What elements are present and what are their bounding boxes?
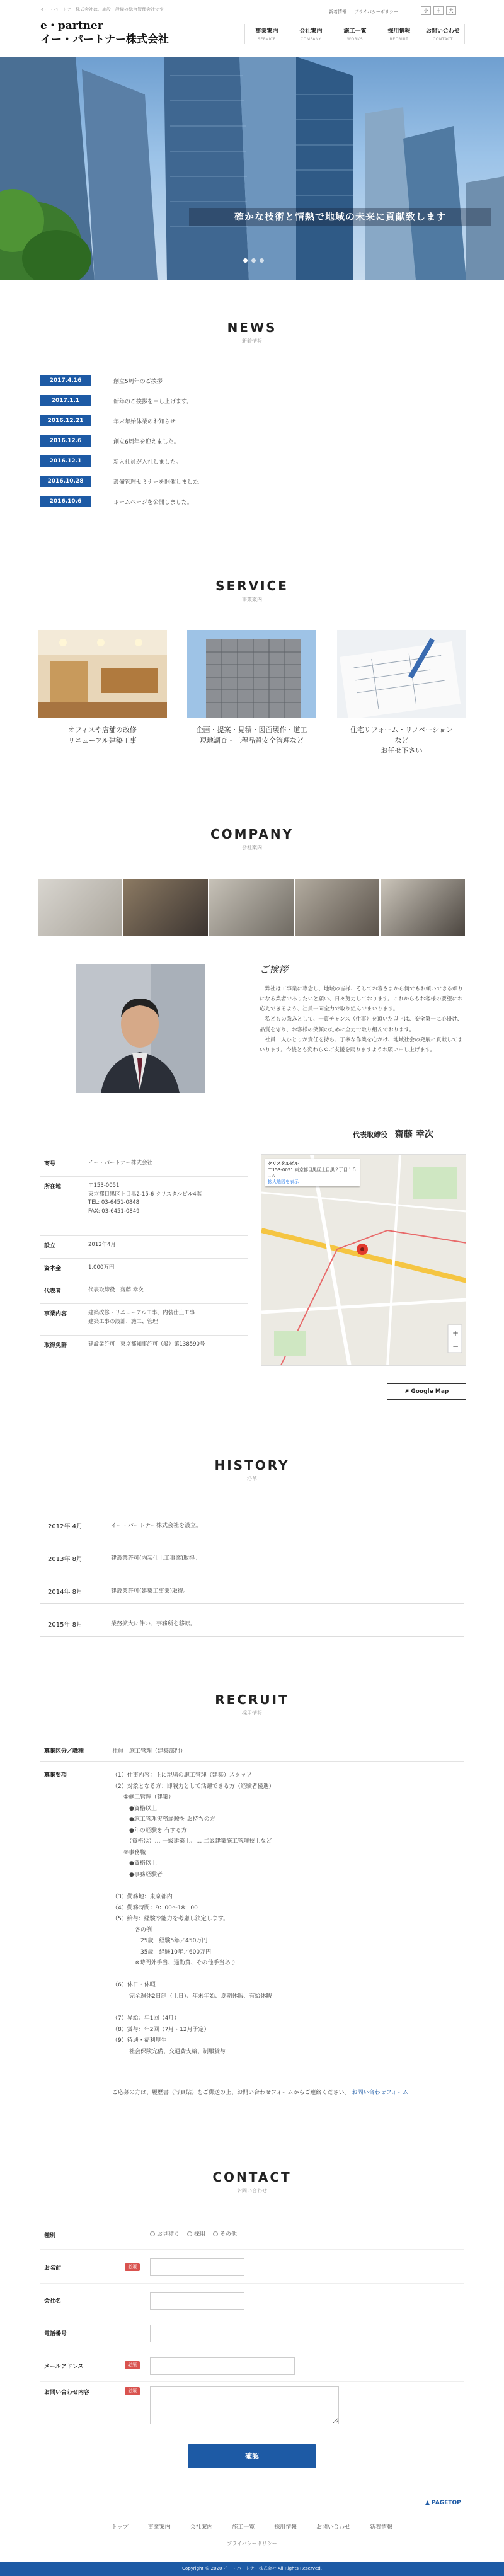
news-item-text[interactable]: 年末年始休業のお知らせ xyxy=(113,419,176,425)
recruit-title: RECRUIT xyxy=(215,1692,289,1707)
hero-copy: 確かな技術と情熱で地域の未来に貢献致します xyxy=(189,208,491,226)
hero-slider xyxy=(0,57,504,280)
service-caption-2: 企画・提案・見積・図面製作・道工 現地調査・工程品質安全管理など xyxy=(196,726,307,745)
field-label-name: お名前 xyxy=(44,2265,62,2272)
history-date: 2012年 4月 xyxy=(48,1523,83,1530)
company-table-row xyxy=(40,1336,248,1358)
contact-title: CONTACT xyxy=(212,2170,292,2185)
news-title: NEWS xyxy=(227,320,277,335)
nav-company[interactable] xyxy=(289,24,333,44)
history-date: 2014年 8月 xyxy=(48,1589,83,1596)
company-table-row xyxy=(40,1304,248,1336)
radio-other-label: その他 xyxy=(220,2231,238,2238)
news-item-text[interactable]: 創立5周年のご挨拶 xyxy=(113,379,163,385)
email-input[interactable] xyxy=(150,2357,295,2375)
google-map-label: Google Map xyxy=(411,1388,449,1395)
hero-image xyxy=(0,57,504,280)
history-event: 業務拡大に伴い、事務所を移転。 xyxy=(111,1621,197,1627)
history-date: 2015年 8月 xyxy=(48,1622,83,1629)
news-subtitle: 新着情報 xyxy=(242,338,262,344)
site-header xyxy=(0,0,504,57)
news-item-text[interactable]: ホームページを公開しました。 xyxy=(113,500,193,506)
news-item-text[interactable]: 新年のご挨拶を申し上げます。 xyxy=(113,399,193,405)
history-row xyxy=(40,1511,464,1538)
company-photo-4 xyxy=(295,879,381,936)
company-table-key: 取得免許 xyxy=(44,1342,67,1349)
service-card-renovation[interactable] xyxy=(38,630,167,746)
recruit-apply-note xyxy=(112,2088,465,2099)
font-size-medium-button[interactable]: 中 xyxy=(433,6,444,15)
field-label-email: メールアドレス xyxy=(44,2364,84,2370)
radio-recruit-label: 採用 xyxy=(194,2231,206,2238)
radio-other[interactable] xyxy=(213,2230,237,2238)
company-table-key: 所在地 xyxy=(44,1184,62,1190)
news-date-badge: 2017.1.1 xyxy=(40,395,91,406)
slider-dot-1[interactable] xyxy=(243,258,248,263)
map-enlarge-link[interactable]: 拡大地図を表示 xyxy=(268,1179,299,1185)
footer-link-news[interactable]: 新着情報 xyxy=(370,2524,393,2531)
history-row xyxy=(40,1543,464,1571)
company-table-row xyxy=(40,1236,248,1259)
history-heading xyxy=(0,1458,504,1482)
service-image-blueprint xyxy=(337,630,466,718)
field-label-company: 会社名 xyxy=(44,2298,62,2304)
nav-recruit-en: RECRUIT xyxy=(389,37,409,42)
news-date-badge: 2016.12.6 xyxy=(40,435,91,447)
company-table-value: 1,000万円 xyxy=(88,1264,115,1271)
map-pin-icon: ⬈ xyxy=(404,1388,411,1395)
news-item[interactable] xyxy=(40,433,464,449)
footer-nav xyxy=(0,2522,504,2531)
logo-sub[interactable]: e・partner xyxy=(40,20,103,32)
google-map[interactable] xyxy=(261,1154,466,1366)
nav-company-label: 会社案内 xyxy=(299,28,323,35)
footer-link-service[interactable]: 事業案内 xyxy=(147,2524,171,2531)
company-table-value: 〒153-0051 東京都目黒区上目黒2-15-6 クリスタルビル4階 TEL: 03-6451-0848 FAX: 03-6451-0849 xyxy=(88,1182,202,1215)
news-item-text[interactable]: 創立6周年を迎えました。 xyxy=(113,439,180,445)
company-title: COMPANY xyxy=(210,827,294,842)
company-table-key: 事業内容 xyxy=(44,1311,67,1317)
nav-works-label: 施工一覧 xyxy=(343,28,367,35)
submit-button[interactable]: 確認 xyxy=(188,2444,316,2468)
company-table-row xyxy=(40,1259,248,1281)
company-input[interactable] xyxy=(150,2292,244,2310)
field-label-type: 種別 xyxy=(44,2233,56,2239)
map-canvas[interactable] xyxy=(261,1155,466,1366)
sign-name: 齋藤 幸次 xyxy=(394,1130,433,1140)
radio-recruit-circle[interactable] xyxy=(187,2231,192,2236)
news-item-text[interactable]: 新入社員が入社しました。 xyxy=(113,459,182,466)
ceo-signature xyxy=(353,1128,433,1140)
radio-estimate-label: お見積り xyxy=(157,2231,180,2238)
service-title: SERVICE xyxy=(215,578,289,593)
map-place-name: クリスタルビル xyxy=(268,1161,299,1166)
nav-service[interactable] xyxy=(244,24,289,44)
top-links xyxy=(329,9,404,15)
form-divider-5 xyxy=(40,2381,464,2382)
news-date-badge: 2016.10.6 xyxy=(40,496,91,507)
message-textarea[interactable] xyxy=(150,2386,339,2424)
history-row xyxy=(40,1609,464,1637)
phone-input[interactable] xyxy=(150,2325,244,2342)
footer-link-company[interactable]: 会社案内 xyxy=(190,2524,213,2531)
sign-role: 代表取締役 xyxy=(353,1131,387,1139)
field-label-phone: 電話番号 xyxy=(44,2331,67,2337)
history-subtitle: 沿革 xyxy=(247,1476,257,1482)
contact-heading xyxy=(0,2170,504,2194)
nav-service-en: SERVICE xyxy=(258,37,276,42)
company-heading xyxy=(0,827,504,851)
radio-other-circle[interactable] xyxy=(213,2231,218,2236)
footer-link-works[interactable]: 施工一覧 xyxy=(232,2524,255,2531)
recruit-subtitle: 採用情報 xyxy=(242,1710,262,1716)
font-size-small-button[interactable]: 小 xyxy=(421,6,431,15)
copyright-bar: Copyright © 2020 イー・パートナー株式会社 All Rights Reserved. xyxy=(0,2562,504,2576)
field-label-message: お問い合わせ内容 xyxy=(44,2390,90,2396)
name-input[interactable] xyxy=(150,2258,244,2276)
nav-contact[interactable] xyxy=(421,24,465,44)
recruit-requirements-label: 募集要項 xyxy=(44,1772,67,1778)
map-info-card xyxy=(265,1159,360,1186)
radio-estimate-circle[interactable] xyxy=(150,2231,155,2236)
company-table-value: イー・パートナー株式会社 xyxy=(88,1160,153,1166)
company-table-value: 2012年4月 xyxy=(88,1242,117,1248)
recruit-divider-1 xyxy=(40,1761,464,1762)
radio-recruit[interactable] xyxy=(187,2230,205,2238)
radio-estimate[interactable] xyxy=(150,2230,180,2238)
nav-recruit-label: 採用情報 xyxy=(387,28,411,35)
svg-text:−: − xyxy=(452,1342,459,1351)
contact-subtitle: お問い合わせ xyxy=(237,2188,267,2194)
nav-recruit[interactable] xyxy=(377,24,421,44)
company-photo-5 xyxy=(381,879,466,936)
required-badge-email: 必須 xyxy=(125,2361,140,2369)
company-photo-strip xyxy=(38,879,466,936)
footer-privacy-link[interactable]: プライバシーポリシー xyxy=(227,2541,277,2546)
company-table-value: 建築改修・リニューアル工事、内装仕上工事 建築工事の設計、施工、管理 xyxy=(88,1310,195,1325)
global-nav xyxy=(244,24,465,44)
greeting-body: 弊社は工事業に専念し、地域の皆様、そしてお客さまから何でもお頼いできる頼りになる業者でありたいと願い、日々努力しております。これからもお客様の要望にお応えできるよう、社員一同全力で取り組んでまいります。 私どもの強みとして、一貫チャンス（仕事）を頂いた以上は、安全第一に心掛け、品質を守り、お客様の笑顔のために全力で取り組んでおります。 社員一人ひとりが責任を持ち、丁寧な作業を心がけ、地域社会の発展に貢献してまいります。今後とも変わらぬご支援を賜りますようお願い申し上げます。 xyxy=(260,986,464,1053)
service-card-reform[interactable] xyxy=(337,630,466,757)
history-event: 建設業許可(内装仕上工事業)取得。 xyxy=(111,1555,201,1562)
company-subtitle: 会社案内 xyxy=(242,845,262,850)
company-table-row xyxy=(40,1177,248,1236)
recruit-heading xyxy=(0,1692,504,1717)
recruit-apply-text: ご応募の方は、履歴書（写真貼）をご郵送の上、お問い合わせフォームからご連絡ください。 xyxy=(112,2090,350,2096)
form-divider-1 xyxy=(40,2249,464,2250)
toplink-news[interactable]: 新着情報 xyxy=(329,9,346,14)
type-radio-group xyxy=(150,2230,237,2238)
recruit-requirements-value: （1）仕事内容：主に現場の施工管理（建築）スタッフ （2）対象となる方：即戦力として活躍できる方（経験者優遇） ①施工管理（建築） ●資格以上 ●施工管理実務経験を お持ちの方 ●年の経験を 有する方 （資格は）… 一級建築士、… 二級建築施工管理技士など ②事務職 ●資格以上 ●事務経験者 （3）勤務地：東京都内 （4）勤務時間：9：00〜18：00 （5）給与：経験や能力を考慮し決定します。 各の例 25歳 経験5年／450万円 35歳 経験10年／600万円 ※時間外手当、通勤費、その他手当あり （6）休日・休暇 完全週休2日制（土日）、年末年始、夏期休暇、有給休暇 （7）昇給：年1回（4月） （8）賞与：年2回（7月・12月予定） （9）待遇・福利厚生 社会保険完備、交通費支給、制服貸与 xyxy=(112,1772,275,2055)
google-map-button[interactable] xyxy=(387,1383,466,1400)
font-size-switcher xyxy=(421,6,456,15)
news-item[interactable] xyxy=(40,393,464,408)
nav-company-en: COMPANY xyxy=(300,37,322,42)
company-table-row xyxy=(40,1281,248,1304)
service-caption-3: 住宅リフォーム・リノベーション など お任せ下さい xyxy=(350,726,454,755)
nav-contact-label: お問い合わせ xyxy=(425,28,460,35)
history-event: 建設業許可(建築工事業)取得。 xyxy=(111,1588,190,1594)
company-photo-1 xyxy=(38,879,123,936)
company-photo-3 xyxy=(209,879,295,936)
company-table-key: 設立 xyxy=(44,1243,56,1249)
news-item[interactable] xyxy=(40,454,464,469)
toplink-privacy[interactable]: プライバシーポリシー xyxy=(354,9,398,14)
company-table-row xyxy=(40,1154,248,1177)
news-item[interactable] xyxy=(40,373,464,388)
history-row xyxy=(40,1576,464,1604)
nav-contact-en: CONTACT xyxy=(433,37,453,42)
news-item[interactable] xyxy=(40,474,464,489)
logo-main[interactable]: イー・パートナー株式会社 xyxy=(40,33,169,46)
news-item-text[interactable]: 設備管理セミナーを開催しました。 xyxy=(113,479,205,486)
service-caption-1: オフィスや店舗の改修 リニューアル建築工事 xyxy=(68,726,137,745)
service-image-office xyxy=(38,630,167,718)
footer-link-top[interactable]: トップ xyxy=(111,2524,129,2531)
greeting-title: ご挨拶 xyxy=(260,964,289,975)
news-item[interactable] xyxy=(40,413,464,428)
map-place-address: 〒153-0051 東京都目黒区上目黒２丁目１５−６ xyxy=(268,1167,357,1179)
company-table-value: 代表取締役 齋藤 幸次 xyxy=(88,1287,144,1293)
required-badge-name: 必須 xyxy=(125,2263,140,2271)
service-card-construction[interactable] xyxy=(187,630,316,746)
font-size-large-button[interactable]: 大 xyxy=(446,6,456,15)
news-date-badge: 2016.12.21 xyxy=(40,415,91,426)
form-divider-2 xyxy=(40,2283,464,2284)
company-photo-2 xyxy=(123,879,209,936)
history-event: イー・パートナー株式会社を設立。 xyxy=(111,1523,202,1529)
slider-dots xyxy=(243,258,264,263)
svg-text:+: + xyxy=(452,1329,459,1337)
slider-dot-2[interactable] xyxy=(251,258,256,263)
service-image-building xyxy=(187,630,316,718)
news-date-badge: 2016.12.1 xyxy=(40,455,91,467)
nav-works[interactable] xyxy=(333,24,377,44)
history-date: 2013年 8月 xyxy=(48,1556,83,1563)
nav-service-label: 事業案内 xyxy=(255,28,278,35)
service-subtitle: 事業案内 xyxy=(242,597,262,602)
footer-link-recruit[interactable]: 採用情報 xyxy=(274,2524,297,2531)
header-tagline: イー・パートナー株式会社は、施設・設備の総合管理会社です xyxy=(40,7,164,12)
recruit-type-label: 募集区分／職種 xyxy=(44,1748,84,1755)
news-heading xyxy=(0,320,504,345)
company-table-key: 商号 xyxy=(44,1161,56,1167)
company-table-value: 建設業許可 東京都知事許可（般）第138590号 xyxy=(88,1341,205,1348)
news-date-badge: 2016.10.28 xyxy=(40,476,91,487)
service-heading xyxy=(0,578,504,603)
company-table-key: 代表者 xyxy=(44,1288,62,1295)
company-table-key: 資本金 xyxy=(44,1266,62,1272)
recruit-type-value: 社員 施工管理（建築部門） xyxy=(112,1748,186,1755)
news-date-badge: 2017.4.16 xyxy=(40,375,91,386)
history-title: HISTORY xyxy=(214,1458,290,1473)
news-item[interactable] xyxy=(40,494,464,509)
ceo-portrait xyxy=(76,964,205,1093)
slider-dot-3[interactable] xyxy=(260,258,264,263)
contact-form-link[interactable]: お問い合わせフォーム xyxy=(352,2090,408,2096)
pagetop-link[interactable]: ▲ PAGETOP xyxy=(425,2500,461,2506)
nav-works-en: WORKS xyxy=(346,37,364,42)
footer-link-contact[interactable]: お問い合わせ xyxy=(316,2524,351,2531)
required-badge-message: 必須 xyxy=(125,2387,140,2395)
